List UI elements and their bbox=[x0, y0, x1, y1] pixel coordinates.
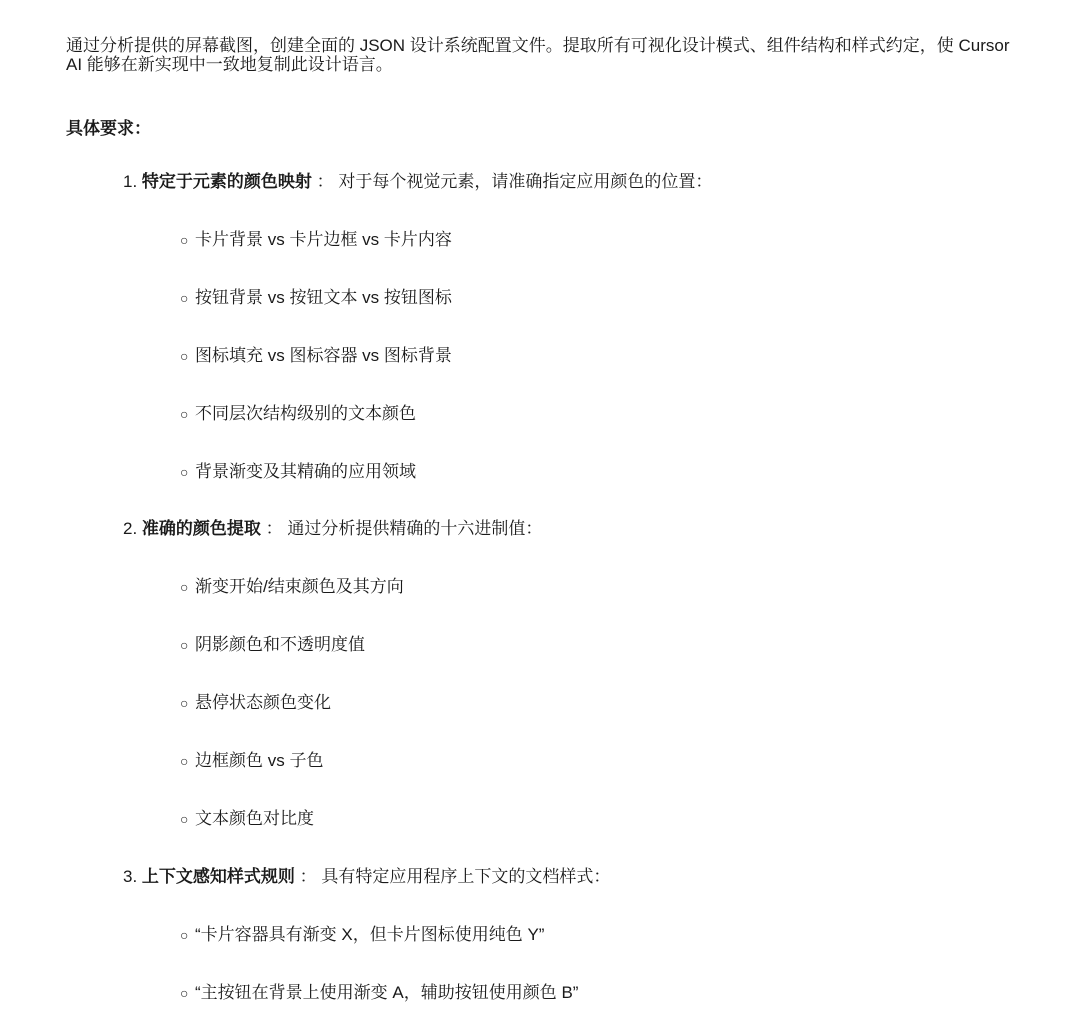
list-item: ○ 图标填充 vs 图标容器 vs 图标背景 bbox=[180, 346, 452, 365]
list-item: ○ 按钮背景 vs 按钮文本 vs 按钮图标 bbox=[180, 288, 452, 307]
section-term: 上下文感知样式规则 bbox=[141, 867, 295, 886]
section-number: 2. bbox=[123, 519, 138, 538]
circle-bullet-icon: ○ bbox=[180, 753, 189, 769]
list-item: ○ 悬停状态颜色变化 bbox=[180, 693, 331, 712]
section-term: 准确的颜色提取 bbox=[141, 519, 261, 538]
section-number: 3. bbox=[123, 867, 138, 886]
list-item: ○ 渐变开始/结束颜色及其方向 bbox=[180, 577, 404, 596]
circle-bullet-icon: ○ bbox=[180, 232, 189, 248]
circle-bullet-icon: ○ bbox=[180, 348, 189, 364]
section-separator: ： bbox=[299, 867, 317, 886]
section-description: 具有特定应用程序上下文的文档样式： bbox=[321, 867, 611, 886]
list-item: ○ “卡片容器具有渐变 X，但卡片图标使用纯色 Y” bbox=[180, 925, 545, 944]
circle-bullet-icon: ○ bbox=[180, 985, 189, 1001]
circle-bullet-icon: ○ bbox=[180, 927, 189, 943]
circle-bullet-icon: ○ bbox=[180, 406, 189, 422]
section-3-heading bbox=[123, 866, 610, 888]
circle-bullet-icon: ○ bbox=[180, 290, 189, 306]
circle-bullet-icon: ○ bbox=[180, 464, 189, 480]
circle-bullet-icon: ○ bbox=[180, 811, 189, 827]
circle-bullet-icon: ○ bbox=[180, 695, 189, 711]
section-separator: ： bbox=[316, 172, 334, 191]
list-item: ○ 背景渐变及其精确的应用领域 bbox=[180, 462, 416, 481]
section-2-heading bbox=[123, 518, 542, 540]
intro-paragraph: 通过分析提供的屏幕截图，创建全面的 JSON 设计系统配置文件。提取所有可视化设计模式、组件结构和样式约定，使 Cursor AI 能够在新实现中一致地复制此设计语言。 bbox=[66, 36, 1010, 74]
section-description: 对于每个视觉元素，请准确指定应用颜色的位置： bbox=[338, 172, 713, 191]
list-item: ○ “主按钮在背景上使用渐变 A，辅助按钮使用颜色 B” bbox=[180, 983, 579, 1002]
list-item: ○ 阴影颜色和不透明度值 bbox=[180, 635, 365, 654]
list-item: ○ 不同层次结构级别的文本颜色 bbox=[180, 404, 416, 423]
list-item: ○ 文本颜色对比度 bbox=[180, 809, 314, 828]
list-item: ○ 卡片背景 vs 卡片边框 vs 卡片内容 bbox=[180, 230, 452, 249]
section-description: 通过分析提供精确的十六进制值： bbox=[287, 519, 543, 538]
circle-bullet-icon: ○ bbox=[180, 637, 189, 653]
requirements-heading: 具体要求： bbox=[66, 119, 151, 138]
circle-bullet-icon: ○ bbox=[180, 579, 189, 595]
section-term: 特定于元素的颜色映射 bbox=[141, 172, 312, 191]
section-number: 1. bbox=[123, 172, 138, 191]
section-1-heading bbox=[123, 171, 712, 193]
list-item: ○ 边框颜色 vs 子色 bbox=[180, 751, 324, 770]
section-separator: ： bbox=[265, 519, 283, 538]
